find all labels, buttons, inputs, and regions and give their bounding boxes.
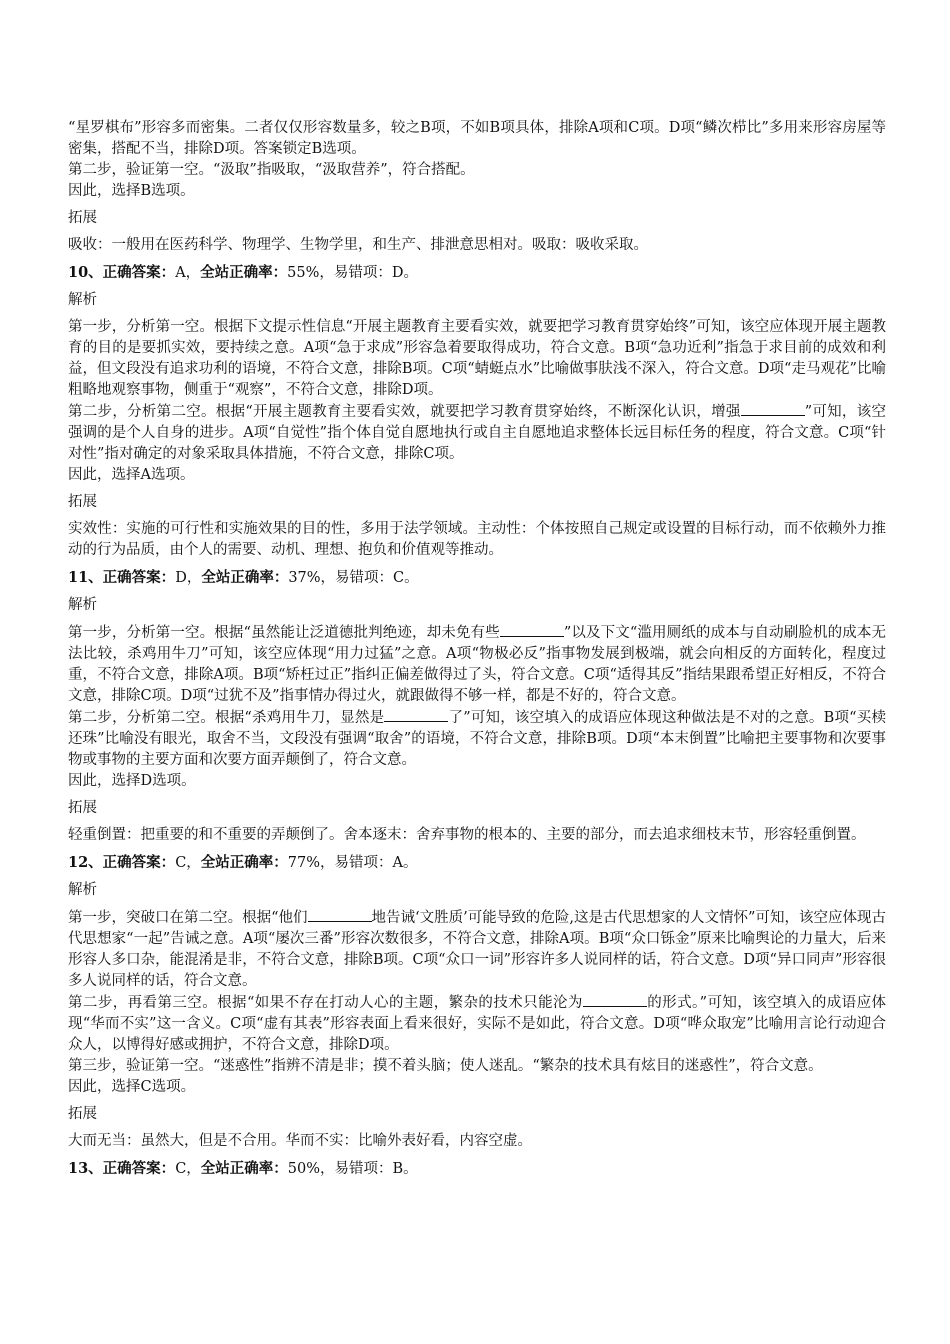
paragraph: 第三步，验证第一空。“迷惑性”指辨不清是非；摸不着头脑；使人迷乱。“繁杂的技术具有炫目的迷惑性”，符合文意。 [68, 1058, 823, 1074]
paragraph-with-blank: 第二步，再看第三空。根据“如果不存在打动人心的主题，繁杂的技术只能沦为 的形式。”可知，该空填入的成语应体现“华而不实”这一含义。C项“虚有其表”形容表面上看来很好，实际不是如此，符合文意。D项“哗众取宠”比喻用言论行动迎合众人，以博得好感或拥护，不符合文意，排除D项。 [68, 992, 886, 1056]
paragraph-with-blank: 第一步，突破口在第二空。根据“他们 地告诫‘文胜质’可能导致的危险,这是古代思想家的人文情怀”可知，该空应体现古代思想家“一起”告诫之意。A项“屡次三番”形容次数很多，不符合文意，排除A项。B项“众口铄金”原来比喻舆论的力量大，后来形容人多口杂，能混淆是非，不符合文意，排除B项。C项“众口一词”形容许多人说同样的话，符合文意。D项“异口同声”形容很多人说同样的话，符合文意。 [68, 907, 886, 992]
fill-blank [741, 401, 805, 416]
fill-blank [308, 907, 372, 922]
paragraph: “星罗棋布”形容多而密集。二者仅仅形容数量多，较之B项，不如B项具体，排除A项和C项。D项“鳞次栉比”多用来形容房屋等密集，搭配不当，排除D项。答案锁定B选项。 [68, 120, 886, 157]
paragraph: 因此，选择C选项。 [68, 1079, 196, 1095]
paragraph-with-blank: 第二步，分析第二空。根据“开展主题教育主要看实效，就要把学习教育贯穿始终，不断深化认识，增强 ”可知，该空强调的是个人自身的进步。A项“自觉性”指个体自觉自愿地执行或自主自愿地追求整体长远目标任务的程度，符合文意。C项“针对性”指对确定的对象采取具体措施，不符合文意，排除C项。 [68, 401, 886, 465]
answer-line-13: 13、正确答案：C，全站正确率：50%，易错项：B。 [68, 1160, 418, 1177]
paragraph: 吸收：一般用在医药科学、物理学、生物学里，和生产、排泄意思相对。吸取：吸收采取。 [68, 237, 648, 253]
document-page [68, 118, 886, 1180]
paragraph: 轻重倒置：把重要的和不重要的弄颠倒了。舍本逐末：舍弃事物的根本的、主要的部分，而去追求细枝末节，形容轻重倒置。 [68, 827, 866, 843]
fill-blank [384, 707, 448, 722]
paragraph: 大而无当：虽然大，但是不合用。华而不实：比喻外表好看，内容空虚。 [68, 1133, 532, 1149]
section-label-analysis: 解析 [68, 882, 97, 898]
paragraph-with-blank: 第二步，分析第二空。根据“杀鸡用牛刀，显然是 了”可知，该空填入的成语应体现这种做法是不对的之意。B项“买椟还珠”比喻没有眼光，取舍不当，文段没有强调“取舍”的语境，不符合文意，排除B项。D项“本末倒置”比喻把主要事物和次要事物或事物的主要方面和次要方面弄颠倒了，符合文意。 [68, 707, 886, 771]
answer-line-12: 12、正确答案：C，全站正确率：77%，易错项：A。 [68, 854, 418, 871]
section-label-expand: 拓展 [68, 210, 97, 226]
paragraph-with-blank: 第一步，分析第一空。根据“虽然能让泛道德批判绝迹，却未免有些 ”以及下文“滥用厕纸的成本与自动刷脸机的成本无法比较，杀鸡用牛刀”可知，该空应体现“用力过猛”之意。A项“物极必反”指事物发展到极端，就会向相反的方面转化，程度过重，不符合文意，排除A项。B项“矫枉过正”指纠正偏差做得过了头，符合文意。C项“适得其反”指结果跟希望正好相反，不符合文意，排除C项。D项“过犹不及”指事情办得过火，就跟做得不够一样，都是不好的，符合文意。 [68, 622, 886, 707]
answer-line-11: 11、正确答案：D，全站正确率：37%，易错项：C。 [68, 569, 419, 586]
paragraph: 实效性：实施的可行性和实施效果的目的性，多用于法学领域。主动性：个体按照自己规定或设置的目标行动，而不依赖外力推动的行为品质，由个人的需要、动机、理想、抱负和价值观等推动。 [68, 521, 886, 558]
section-label-expand: 拓展 [68, 800, 97, 816]
paragraph: 因此，选择D选项。 [68, 773, 196, 789]
section-label-analysis: 解析 [68, 597, 97, 613]
section-label-analysis: 解析 [68, 292, 97, 308]
section-label-expand: 拓展 [68, 1106, 97, 1122]
fill-blank [583, 992, 647, 1007]
section-label-expand: 拓展 [68, 494, 97, 510]
paragraph: 因此，选择A选项。 [68, 467, 195, 483]
fill-blank [500, 622, 564, 637]
paragraph: 第二步，验证第一空。“汲取”指吸取，“汲取营养”，符合搭配。 [68, 162, 475, 178]
answer-line-10: 10、正确答案：A，全站正确率：55%，易错项：D。 [68, 264, 419, 281]
paragraph: 第一步，分析第一空。根据下文提示性信息“开展主题教育主要看实效，就要把学习教育贯穿始终”可知，该空应体现开展主题教育的目的是要抓实效，要持续之意。A项“急于求成”形容急着要取得成功，符合文意。B项“急功近利”指急于求目前的成效和利益，但文段没有追求功利的语境，不符合文意，排除B项。C项“蜻蜓点水”比喻做事肤浅不深入，符合文意。D项“走马观花”比喻粗略地观察事物，侧重于“观察”，不符合文意，排除D项。 [68, 319, 886, 398]
paragraph: 因此，选择B选项。 [68, 183, 195, 199]
